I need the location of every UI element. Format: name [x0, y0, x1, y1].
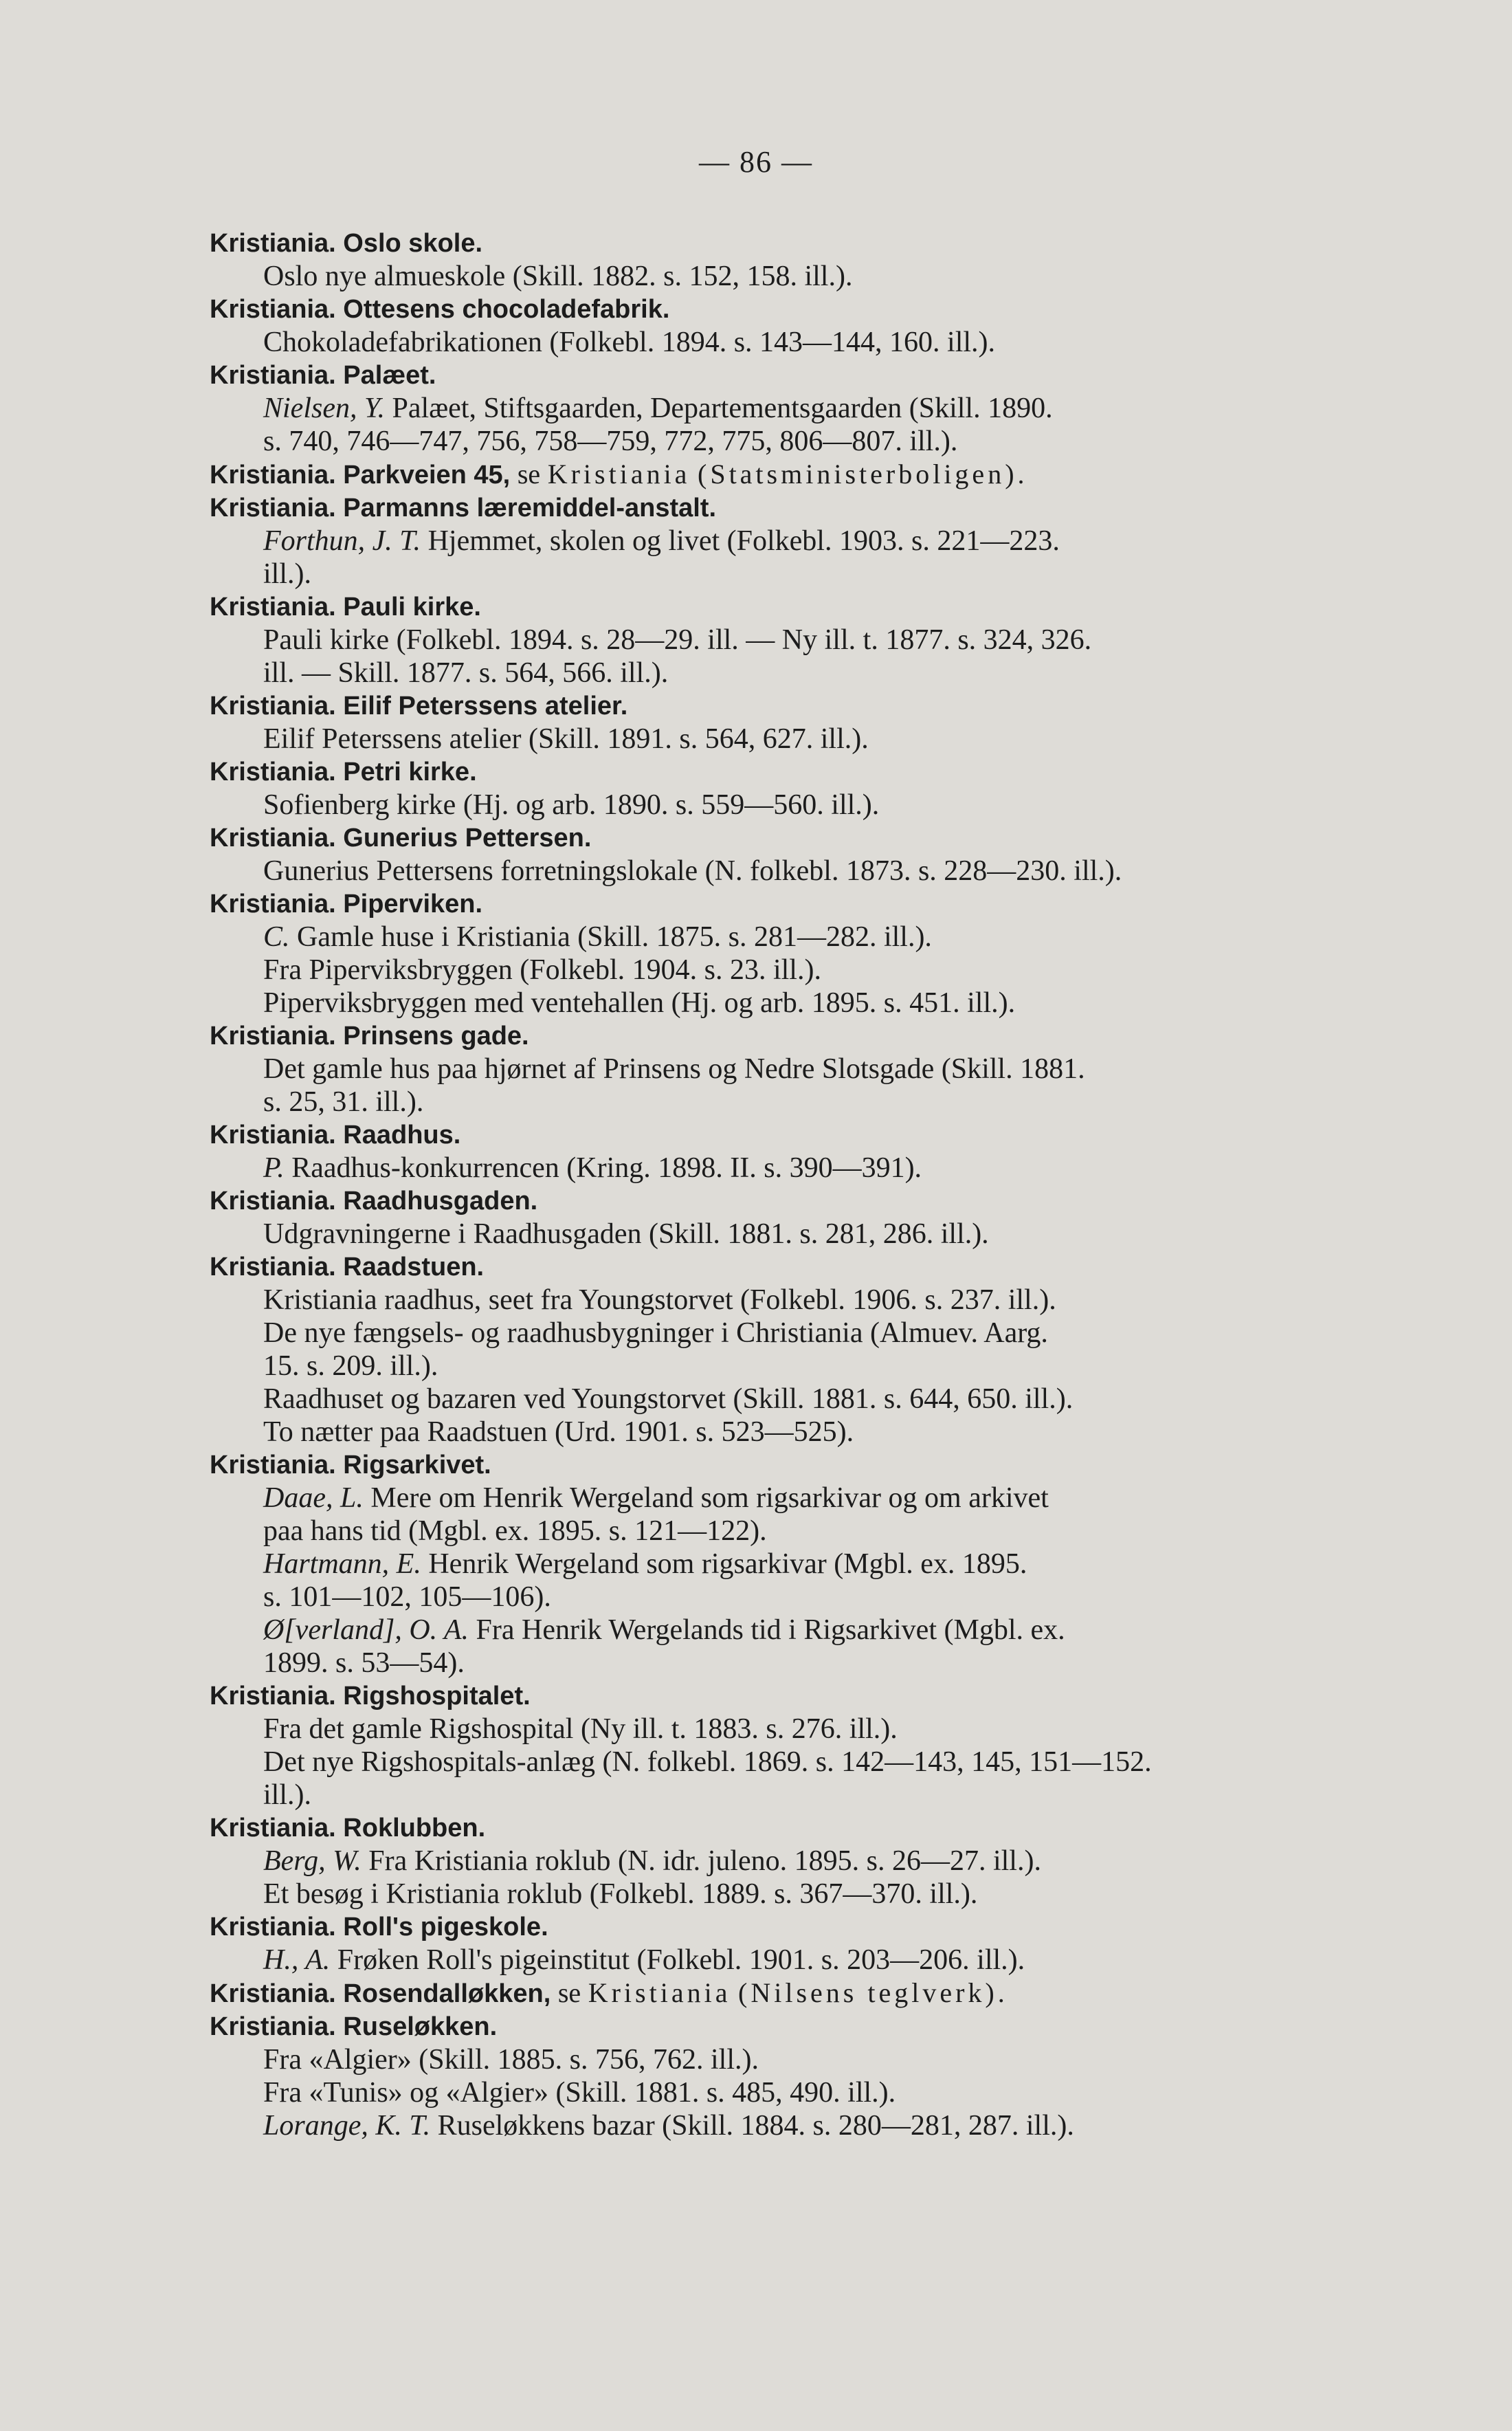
catalog-entry: [210, 1449, 1392, 1680]
reference-text: Fra «Algier» (Skill. 1885. s. 756, 762. ill.).: [263, 2044, 759, 2076]
reference-line: [210, 1548, 1392, 1614]
catalog-entry: [210, 2010, 1392, 2142]
reference-text: Gamle huse i Kristiania (Skill. 1875. s. 281—282. ill.).: [297, 921, 932, 953]
reference-line: [210, 2076, 1392, 2109]
reference-line: [210, 1713, 1392, 1746]
see-reference-word: se: [517, 459, 541, 490]
reference-continuation: 15. s. 209. ill.).: [263, 1350, 438, 1382]
catalog-entry: [210, 756, 1392, 822]
reference-line: [210, 1053, 1392, 1119]
entry-heading-text: Kristiania. Piperviken.: [210, 890, 483, 918]
catalog-entry: [210, 227, 1392, 293]
reference-text: Chokoladefabrikationen (Folkebl. 1894. s. 143—144, 160. ill.).: [263, 327, 996, 358]
reference-line: [210, 1614, 1392, 1680]
reference-line: [210, 2043, 1392, 2076]
catalog-entry: [210, 492, 1392, 591]
entry-heading-text: Kristiania. Oslo skole.: [210, 229, 483, 258]
page-number: — 86 —: [699, 145, 813, 179]
reference-line: [210, 921, 1392, 954]
entry-heading: [210, 690, 1392, 723]
reference-line: [210, 2109, 1392, 2142]
entry-heading: [210, 888, 1392, 921]
entry-heading-text: Kristiania. Pauli kirke.: [210, 593, 481, 622]
reference-continuation: 1899. s. 53—54).: [263, 1647, 465, 1679]
reference-line: [210, 260, 1392, 293]
entry-heading-text: Kristiania. Ottesens chocoladefabrik.: [210, 295, 670, 324]
see-reference-target: Kristiania: [547, 459, 691, 490]
catalog-entry: [210, 690, 1392, 756]
reference-text: Raadhus-konkurrencen (Kring. 1898. II. s. 390—391).: [291, 1152, 922, 1184]
reference-line: [210, 392, 1392, 458]
entry-heading-text: Kristiania. Rigsarkivet.: [210, 1451, 491, 1480]
reference-text: Frøken Roll's pigeinstitut (Folkebl. 1901. s. 203—206. ill.).: [337, 1944, 1025, 1976]
reference-line: [210, 987, 1392, 1020]
entry-heading: [210, 458, 1392, 492]
catalog-entry: [210, 1977, 1392, 2010]
catalog-entry: [210, 458, 1392, 492]
entry-heading-text: Kristiania. Prinsens gade.: [210, 1022, 529, 1050]
entry-heading: [210, 1251, 1392, 1284]
catalog-entry: [210, 1251, 1392, 1449]
entry-heading: [210, 1119, 1392, 1152]
reference-text: Gunerius Pettersens forretningslokale (N. folkebl. 1873. s. 228—230. ill.).: [263, 855, 1122, 887]
reference-text: Fra Henrik Wergelands tid i Rigsarkivet (Mgbl. ex.: [476, 1614, 1065, 1646]
reference-author: Hartmann, E.: [263, 1548, 421, 1580]
reference-line: [210, 1482, 1392, 1548]
entry-heading-text: Kristiania. Roklubben.: [210, 1814, 486, 1842]
reference-line: [210, 1152, 1392, 1185]
entry-heading: [210, 359, 1392, 392]
entry-heading-text: Kristiania. Parkveien 45,: [210, 461, 511, 490]
reference-continuation: paa hans tid (Mgbl. ex. 1895. s. 121—122).: [263, 1515, 767, 1547]
reference-line: [210, 1944, 1392, 1977]
reference-line: [210, 1284, 1392, 1317]
entry-heading: [210, 1977, 1392, 2010]
entry-heading: [210, 1185, 1392, 1218]
entry-heading: [210, 293, 1392, 326]
see-reference-detail: (Nilsens teglverk).: [738, 1977, 1008, 2008]
reference-text: Det gamle hus paa hjørnet af Prinsens og Nedre Slotsgade (Skill. 1881.: [263, 1053, 1085, 1085]
entry-heading: [210, 492, 1392, 525]
catalog-entry: [210, 822, 1392, 888]
entry-heading-text: Kristiania. Palæet.: [210, 361, 436, 390]
reference-text: Fra Kristiania roklub (N. idr. juleno. 1895. s. 26—27. ill.).: [368, 1845, 1041, 1877]
reference-text: Raadhuset og bazaren ved Youngstorvet (Skill. 1881. s. 644, 650. ill.).: [263, 1383, 1074, 1415]
see-reference-target: Kristiania: [588, 1977, 731, 2008]
reference-line: [210, 855, 1392, 888]
catalog-entry: [210, 591, 1392, 690]
reference-text: To nætter paa Raadstuen (Urd. 1901. s. 523—525).: [263, 1416, 854, 1448]
reference-author: H., A.: [263, 1944, 331, 1976]
catalog-entry: [210, 888, 1392, 1020]
catalog-entry: [210, 1911, 1392, 1977]
entry-heading-text: Kristiania. Raadstuen.: [210, 1253, 485, 1282]
entry-heading: [210, 822, 1392, 855]
entry-heading-text: Kristiania. Parmanns læremiddel-anstalt.: [210, 494, 717, 522]
catalog-entry: [210, 359, 1392, 458]
entry-heading: [210, 1812, 1392, 1845]
entry-heading-text: Kristiania. Ruseløkken.: [210, 2012, 498, 2041]
reference-text: Fra «Tunis» og «Algier» (Skill. 1881. s. 485, 490. ill.).: [263, 2077, 896, 2109]
reference-line: [210, 326, 1392, 359]
entry-heading-text: Kristiania. Rosendalløkken,: [210, 1979, 551, 2008]
entry-heading: [210, 591, 1392, 624]
reference-author: Berg, W.: [263, 1845, 362, 1877]
reference-continuation: ill.).: [263, 558, 311, 590]
entry-heading: [210, 1020, 1392, 1053]
catalog-entry: [210, 293, 1392, 359]
entry-heading-text: Kristiania. Roll's pigeskole.: [210, 1913, 548, 1942]
reference-text: Et besøg i Kristiania roklub (Folkebl. 1889. s. 367—370. ill.).: [263, 1878, 978, 1910]
reference-text: Oslo nye almueskole (Skill. 1882. s. 152, 158. ill.).: [263, 261, 853, 292]
reference-text: Hjemmet, skolen og livet (Folkebl. 1903. s. 221—223.: [427, 525, 1060, 557]
reference-line: [210, 1746, 1392, 1812]
reference-text: Mere om Henrik Wergeland som rigsarkivar og om arkivet: [370, 1482, 1049, 1514]
reference-text: Fra Piperviksbryggen (Folkebl. 1904. s. 23. ill.).: [263, 954, 821, 986]
entry-heading: [210, 2010, 1392, 2043]
reference-author: Nielsen, Y.: [263, 393, 385, 424]
reference-line: [210, 1218, 1392, 1251]
reference-text: Palæet, Stiftsgaarden, Departementsgaarden (Skill. 1890.: [392, 393, 1053, 424]
reference-text: Pauli kirke (Folkebl. 1894. s. 28—29. ill. — Ny ill. t. 1877. s. 324, 326.: [263, 624, 1092, 656]
reference-line: [210, 954, 1392, 987]
reference-text: De nye fængsels- og raadhusbygninger i Christiania (Almuev. Aarg.: [263, 1317, 1048, 1349]
catalog-entries: [210, 227, 1392, 2142]
reference-line: [210, 1383, 1392, 1416]
reference-text: Kristiania raadhus, seet fra Youngstorvet (Folkebl. 1906. s. 237. ill.).: [263, 1284, 1056, 1316]
reference-line: [210, 1878, 1392, 1911]
entry-heading: [210, 227, 1392, 260]
reference-author: Lorange, K. T.: [263, 2110, 431, 2142]
reference-line: [210, 1845, 1392, 1878]
entry-heading-text: Kristiania. Raadhus.: [210, 1121, 461, 1150]
reference-line: [210, 1317, 1392, 1383]
catalog-entry: [210, 1812, 1392, 1911]
reference-author: Forthun, J. T.: [263, 525, 421, 557]
reference-text: Piperviksbryggen med ventehallen (Hj. og arb. 1895. s. 451. ill.).: [263, 987, 1016, 1019]
reference-author: Ø[verland], O. A.: [263, 1614, 469, 1646]
entry-heading: [210, 1680, 1392, 1713]
entry-heading-text: Kristiania. Petri kirke.: [210, 758, 477, 786]
reference-text: Eilif Peterssens atelier (Skill. 1891. s. 564, 627. ill.).: [263, 723, 869, 755]
reference-line: [210, 723, 1392, 756]
entry-heading-text: Kristiania. Eilif Peterssens atelier.: [210, 692, 628, 720]
entry-heading-text: Kristiania. Rigshospitalet.: [210, 1682, 531, 1710]
reference-text: Det nye Rigshospitals-anlæg (N. folkebl. 1869. s. 142—143, 145, 151—152.: [263, 1746, 1152, 1778]
reference-line: [210, 624, 1392, 690]
entry-heading: [210, 1911, 1392, 1944]
reference-author: C.: [263, 921, 290, 953]
catalog-entry: [210, 1680, 1392, 1812]
reference-text: Udgravningerne i Raadhusgaden (Skill. 1881. s. 281, 286. ill.).: [263, 1218, 989, 1250]
reference-line: [210, 789, 1392, 822]
catalog-entry: [210, 1020, 1392, 1119]
reference-continuation: s. 740, 746—747, 756, 758—759, 772, 775, 806—807. ill.).: [263, 426, 958, 457]
reference-continuation: s. 101—102, 105—106).: [263, 1581, 551, 1613]
reference-continuation: ill.).: [263, 1779, 311, 1811]
entry-heading: [210, 1449, 1392, 1482]
catalog-entry: [210, 1185, 1392, 1251]
catalog-entry: [210, 1119, 1392, 1185]
reference-line: [210, 525, 1392, 591]
see-reference-detail: (Statsministerboligen).: [698, 459, 1028, 490]
reference-text: Henrik Wergeland som rigsarkivar (Mgbl. ex. 1895.: [428, 1548, 1027, 1580]
entry-heading: [210, 756, 1392, 789]
reference-continuation: s. 25, 31. ill.).: [263, 1086, 424, 1118]
reference-text: Fra det gamle Rigshospital (Ny ill. t. 1883. s. 276. ill.).: [263, 1713, 898, 1745]
reference-author: P.: [263, 1152, 285, 1184]
reference-text: Sofienberg kirke (Hj. og arb. 1890. s. 559—560. ill.).: [263, 789, 880, 821]
reference-text: Ruseløkkens bazar (Skill. 1884. s. 280—281, 287. ill.).: [437, 2110, 1074, 2142]
reference-continuation: ill. — Skill. 1877. s. 564, 566. ill.).: [263, 657, 669, 689]
see-reference-word: se: [557, 1977, 581, 2008]
entry-heading-text: Kristiania. Raadhusgaden.: [210, 1187, 538, 1216]
reference-line: [210, 1416, 1392, 1449]
entry-heading-text: Kristiania. Gunerius Pettersen.: [210, 824, 592, 852]
reference-author: Daae, L.: [263, 1482, 364, 1514]
